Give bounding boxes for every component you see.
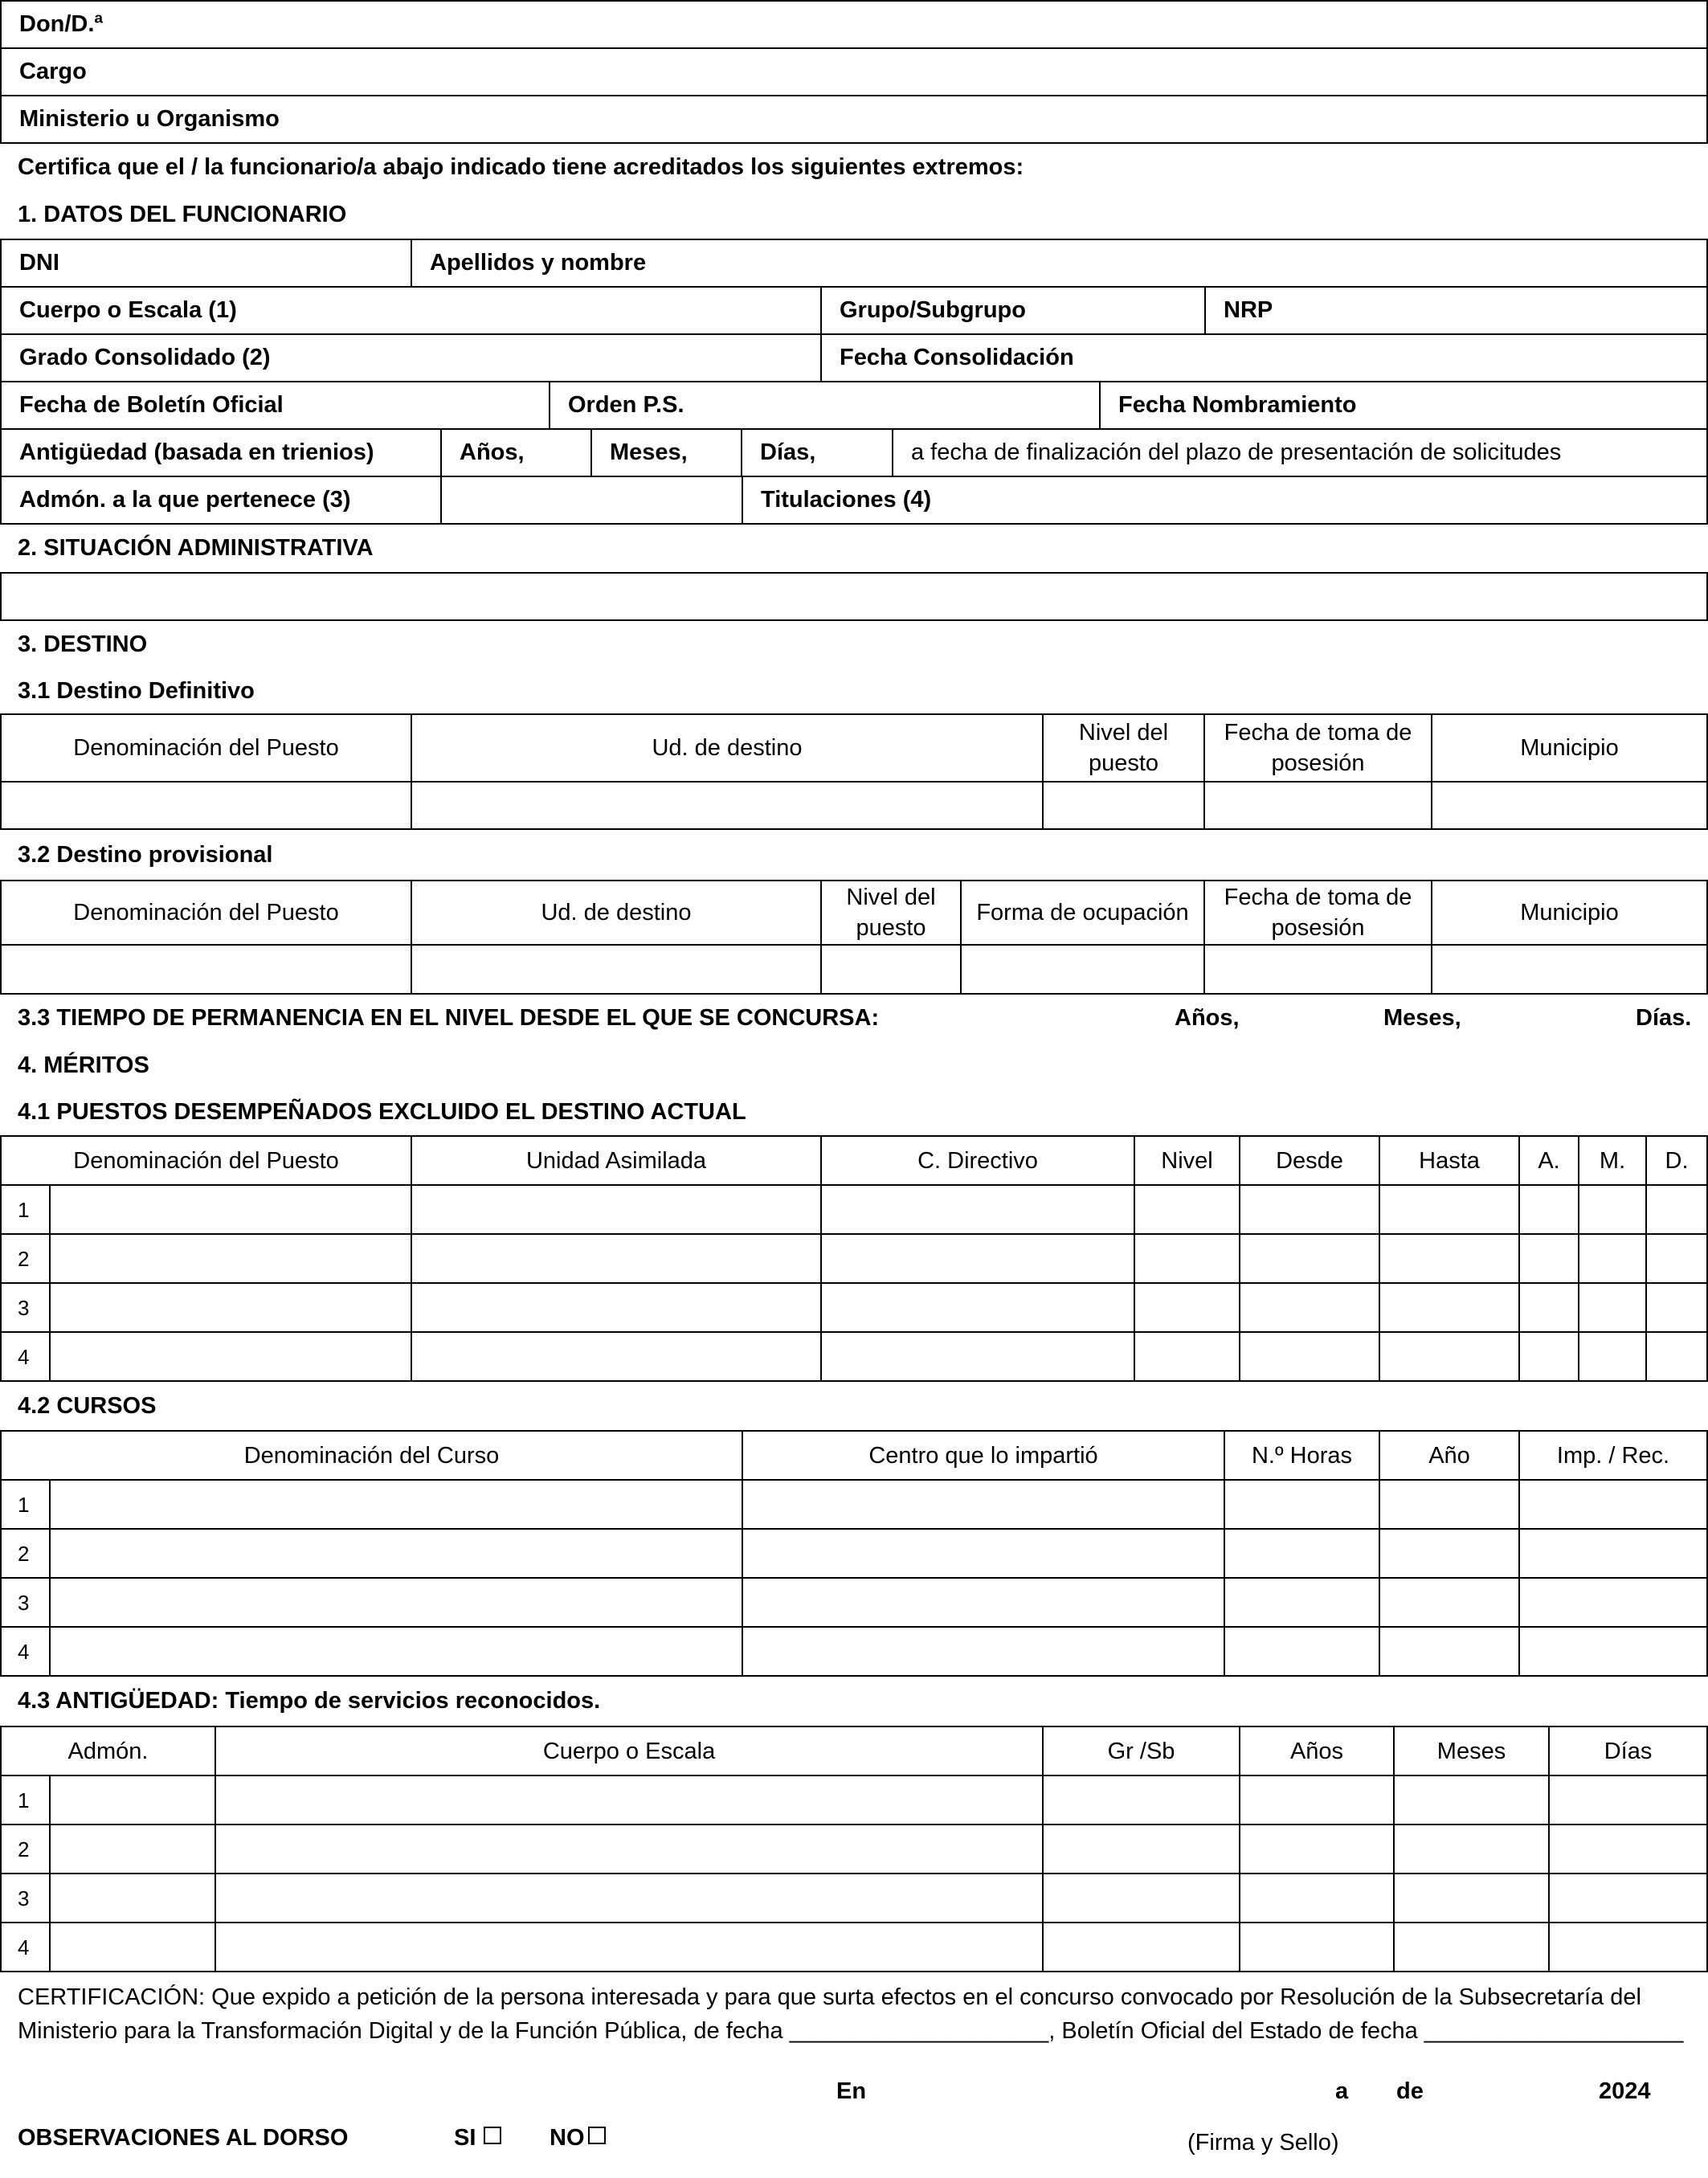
table-row: [1, 1825, 1707, 1874]
no-checkbox[interactable]: [588, 2127, 606, 2144]
datos-table-row3: [0, 333, 1708, 382]
a-fecha-text: a fecha de finalización del plazo de presentación de solicitudes: [893, 429, 1707, 476]
puestos-cell[interactable]: [1519, 1332, 1579, 1381]
puestos-cell[interactable]: [1134, 1234, 1240, 1283]
puestos-cell[interactable]: [1646, 1332, 1707, 1381]
puestos-cell[interactable]: [1134, 1283, 1240, 1332]
section-2-title: 2. SITUACIÓN ADMINISTRATIVA: [18, 535, 374, 561]
row-number: 4: [1, 1923, 50, 1972]
prov-header-denominacion: Denominación del Puesto: [1, 881, 411, 945]
puestos-cell[interactable]: [1240, 1234, 1379, 1283]
antig-cell[interactable]: [50, 1874, 215, 1923]
antig-cell[interactable]: [1549, 1874, 1707, 1923]
puestos-header-unidad: Unidad Asimilada: [411, 1136, 821, 1185]
dni-field[interactable]: DNI: [1, 239, 411, 287]
certificacion-line-1: CERTIFICACIÓN: Que expido a petición de la persona interesada y para que surta efectos en el concurso convocado por Resolución de la Subsecretaría del: [18, 1984, 1641, 2010]
prov-header-forma: Forma de ocupación: [961, 881, 1204, 945]
don-field[interactable]: Don/D.ª: [1, 1, 1707, 48]
cursos-cell[interactable]: [1519, 1578, 1707, 1627]
prov-cell[interactable]: [961, 945, 1204, 994]
cursos-cell[interactable]: [1519, 1529, 1707, 1578]
cursos-header-imp: Imp. / Rec.: [1519, 1431, 1707, 1480]
table-row: [1, 1529, 1707, 1578]
antig-cell[interactable]: [1240, 1825, 1394, 1874]
observaciones-label: OBSERVACIONES AL DORSO: [18, 2125, 349, 2151]
antig-cell[interactable]: [1043, 1923, 1240, 1972]
destino-provisional-table: [0, 880, 1708, 995]
row-number: 4: [1, 1332, 50, 1381]
puestos-cell[interactable]: [1240, 1283, 1379, 1332]
destino-definitivo-title: 3.1 Destino Definitivo: [18, 678, 255, 704]
antig-cell[interactable]: [1549, 1825, 1707, 1874]
apellidos-field[interactable]: Apellidos y nombre: [411, 239, 1707, 287]
puestos-title: 4.1 PUESTOS DESEMPEÑADOS EXCLUIDO EL DESTINO ACTUAL: [18, 1099, 746, 1125]
puestos-cell[interactable]: [411, 1185, 821, 1234]
prov-cell[interactable]: [1204, 945, 1432, 994]
fecha-a-label: a: [1335, 2078, 1349, 2104]
prov-cell[interactable]: [411, 945, 821, 994]
antig-cell[interactable]: [215, 1775, 1043, 1825]
table-row: [1, 1923, 1707, 1972]
puestos-cell[interactable]: [1240, 1332, 1379, 1381]
puestos-header-nivel: Nivel: [1134, 1136, 1240, 1185]
row-number: 2: [1, 1234, 50, 1283]
footer: [0, 2048, 1708, 2176]
prov-header-fecha: Fecha de toma de posesión: [1204, 881, 1432, 945]
antig-header-dias: Días: [1549, 1726, 1707, 1775]
row-number: 1: [1, 1775, 50, 1825]
puestos-header-denominacion: Denominación del Puesto: [1, 1136, 411, 1185]
cursos-header-horas: N.º Horas: [1224, 1431, 1379, 1480]
puestos-cell[interactable]: [1579, 1332, 1646, 1381]
antig-cell[interactable]: [1043, 1825, 1240, 1874]
antig-cell[interactable]: [1549, 1923, 1707, 1972]
def-header-nivel: Nivel del puesto: [1043, 714, 1204, 782]
antig-cell[interactable]: [1394, 1775, 1549, 1825]
def-cell[interactable]: [1043, 782, 1204, 829]
antig-cell[interactable]: [1394, 1923, 1549, 1972]
datos-table-row1: [0, 239, 1708, 288]
cursos-header-centro: Centro que lo impartió: [742, 1431, 1224, 1480]
puestos-cell[interactable]: [821, 1332, 1134, 1381]
antig-cell[interactable]: [1394, 1874, 1549, 1923]
def-header-fecha: Fecha de toma de posesión: [1204, 714, 1432, 782]
def-cell[interactable]: [411, 782, 1043, 829]
prov-cell[interactable]: [821, 945, 961, 994]
puestos-header-desde: Desde: [1240, 1136, 1379, 1185]
cursos-cell[interactable]: [742, 1529, 1224, 1578]
puestos-cell[interactable]: [50, 1283, 411, 1332]
datos-table-row4: [0, 381, 1708, 430]
row-number: 3: [1, 1874, 50, 1923]
puestos-cell[interactable]: [1646, 1185, 1707, 1234]
puestos-cell[interactable]: [1134, 1185, 1240, 1234]
lugar-en-label: En: [836, 2078, 867, 2104]
antiguedad-label: Antigüedad (basada en trienios): [1, 429, 441, 476]
antig-header-grupo: Gr /Sb: [1043, 1726, 1240, 1775]
cursos-cell[interactable]: [1224, 1578, 1379, 1627]
puestos-cell[interactable]: [1134, 1332, 1240, 1381]
prov-header-unidad: Ud. de destino: [411, 881, 821, 945]
puestos-header-directivo: C. Directivo: [821, 1136, 1134, 1185]
puestos-cell[interactable]: [1379, 1283, 1519, 1332]
table-row: [1, 1775, 1707, 1825]
certifica-text: Certifica que el / la funcionario/a abajo indicado tiene acreditados los siguientes extremos:: [18, 154, 1024, 180]
puestos-cell[interactable]: [1519, 1283, 1579, 1332]
cursos-cell[interactable]: [1224, 1480, 1379, 1529]
cursos-cell[interactable]: [1379, 1529, 1519, 1578]
destino-provisional-title: 3.2 Destino provisional: [18, 842, 273, 868]
cursos-cell[interactable]: [50, 1480, 742, 1529]
cursos-cell[interactable]: [50, 1529, 742, 1578]
cursos-table: [0, 1430, 1708, 1677]
antig-cell[interactable]: [1240, 1775, 1394, 1825]
datos-table-row2: [0, 286, 1708, 335]
cursos-cell[interactable]: [742, 1578, 1224, 1627]
table-row: [1, 1480, 1707, 1529]
cursos-cell[interactable]: [50, 1578, 742, 1627]
cursos-cell[interactable]: [1379, 1578, 1519, 1627]
cursos-header-ano: Año: [1379, 1431, 1519, 1480]
antig-header-cuerpo: Cuerpo o Escala: [215, 1726, 1043, 1775]
situacion-table: [0, 572, 1708, 621]
puestos-cell[interactable]: [1519, 1185, 1579, 1234]
cursos-cell[interactable]: [742, 1480, 1224, 1529]
cursos-cell[interactable]: [1379, 1627, 1519, 1676]
antig-cell[interactable]: [1240, 1874, 1394, 1923]
section-3-title: 3. DESTINO: [18, 631, 148, 657]
puestos-cell[interactable]: [1379, 1185, 1519, 1234]
tiempo-dias[interactable]: Días.: [1636, 1005, 1692, 1031]
row-number: 2: [1, 1825, 50, 1874]
puestos-header-dias: D.: [1646, 1136, 1707, 1185]
antig-cell[interactable]: [50, 1775, 215, 1825]
header-table: [0, 0, 1708, 144]
cursos-cell[interactable]: [1379, 1480, 1519, 1529]
prov-cell[interactable]: [1432, 945, 1707, 994]
no-option[interactable]: [550, 2125, 606, 2151]
row-number: 1: [1, 1185, 50, 1234]
antig-cell[interactable]: [1394, 1825, 1549, 1874]
puestos-cell[interactable]: [1646, 1283, 1707, 1332]
puestos-cell[interactable]: [1240, 1185, 1379, 1234]
def-header-denominacion: Denominación del Puesto: [1, 714, 411, 782]
puestos-cell[interactable]: [1379, 1332, 1519, 1381]
certificacion-line-2: Ministerio para la Transformación Digital y de la Función Pública, de fecha ____________________, Boletín Oficial del Estado de fecha ____________________: [18, 2018, 1684, 2044]
dias-field[interactable]: Días,: [742, 429, 893, 476]
table-row: [1, 1283, 1707, 1332]
admon-label: Admón. a la que pertenece (3): [1, 476, 441, 524]
row-number: 3: [1, 1578, 50, 1627]
fecha-nombramiento-field[interactable]: Fecha Nombramiento: [1100, 382, 1707, 429]
def-cell[interactable]: [1204, 782, 1432, 829]
antig-header-meses: Meses: [1394, 1726, 1549, 1775]
puestos-cell[interactable]: [1646, 1234, 1707, 1283]
def-header-unidad: Ud. de destino: [411, 714, 1043, 782]
tiempo-permanencia-title: 3.3 TIEMPO DE PERMANENCIA EN EL NIVEL DESDE EL QUE SE CONCURSA:: [18, 1005, 880, 1031]
cursos-cell[interactable]: [1519, 1480, 1707, 1529]
cuerpo-field[interactable]: Cuerpo o Escala (1): [1, 287, 821, 334]
puestos-header-meses: M.: [1579, 1136, 1646, 1185]
fecha-boletin-field[interactable]: Fecha de Boletín Oficial: [1, 382, 550, 429]
table-row: [1, 1874, 1707, 1923]
cursos-cell[interactable]: [1519, 1627, 1707, 1676]
tiempo-anos[interactable]: Años,: [1175, 1005, 1240, 1031]
fecha-de-label: de: [1396, 2078, 1424, 2104]
tiempo-permanencia-row: [0, 995, 1708, 1042]
puestos-cell[interactable]: [821, 1185, 1134, 1234]
cursos-cell[interactable]: [1224, 1529, 1379, 1578]
row-number: 1: [1, 1480, 50, 1529]
antiguedad-table: [0, 1726, 1708, 1972]
puestos-cell[interactable]: [1519, 1234, 1579, 1283]
def-header-municipio: Municipio: [1432, 714, 1707, 782]
prov-cell[interactable]: [1, 945, 411, 994]
cursos-header-denominacion: Denominación del Curso: [1, 1431, 742, 1480]
table-row: [1, 1234, 1707, 1283]
antig-cell[interactable]: [215, 1825, 1043, 1874]
puestos-cell[interactable]: [50, 1234, 411, 1283]
antig-header-anos: Años: [1240, 1726, 1394, 1775]
puestos-cell[interactable]: [1579, 1283, 1646, 1332]
antig-cell[interactable]: [1043, 1775, 1240, 1825]
antig-cell[interactable]: [1549, 1775, 1707, 1825]
puestos-cell[interactable]: [411, 1332, 821, 1381]
puestos-cell[interactable]: [411, 1234, 821, 1283]
antig-cell[interactable]: [50, 1923, 215, 1972]
puestos-header-anos: A.: [1519, 1136, 1579, 1185]
puestos-cell[interactable]: [1579, 1185, 1646, 1234]
row-number: 3: [1, 1283, 50, 1332]
grado-field[interactable]: Grado Consolidado (2): [1, 334, 821, 382]
table-row: [1, 1627, 1707, 1676]
prov-header-municipio: Municipio: [1432, 881, 1707, 945]
table-row: [1, 1578, 1707, 1627]
cursos-cell[interactable]: [1224, 1627, 1379, 1676]
def-cell[interactable]: [1, 782, 411, 829]
meses-field[interactable]: Meses,: [591, 429, 742, 476]
antig-cell[interactable]: [50, 1825, 215, 1874]
si-option[interactable]: [454, 2125, 501, 2151]
cursos-title: 4.2 CURSOS: [18, 1393, 157, 1419]
titulaciones-field[interactable]: Titulaciones (4): [742, 476, 1707, 524]
section-1-title: 1. DATOS DEL FUNCIONARIO: [18, 202, 347, 227]
certificacion-text: [0, 1972, 1708, 2048]
table-row: [1, 1185, 1707, 1234]
table-row: [1, 1332, 1707, 1381]
antig-cell[interactable]: [1240, 1923, 1394, 1972]
tiempo-meses[interactable]: Meses,: [1383, 1005, 1461, 1031]
puestos-table: [0, 1135, 1708, 1382]
puestos-cell[interactable]: [821, 1283, 1134, 1332]
destino-definitivo-table: [0, 713, 1708, 830]
puestos-cell[interactable]: [411, 1283, 821, 1332]
section-4-title: 4. MÉRITOS: [18, 1052, 149, 1078]
antig-cell[interactable]: [215, 1874, 1043, 1923]
si-label: SI: [454, 2125, 476, 2151]
no-label: NO: [550, 2125, 585, 2151]
datos-table-row5: [0, 428, 1708, 477]
puestos-cell[interactable]: [50, 1185, 411, 1234]
prov-header-nivel: Nivel del puesto: [821, 881, 961, 945]
fecha-consolidacion-field[interactable]: Fecha Consolidación: [821, 334, 1707, 382]
puestos-cell[interactable]: [821, 1234, 1134, 1283]
situacion-field[interactable]: [1, 573, 1707, 620]
puestos-cell[interactable]: [50, 1332, 411, 1381]
row-number: 4: [1, 1627, 50, 1676]
ministerio-field[interactable]: Ministerio u Organismo: [1, 96, 1707, 143]
admon-field[interactable]: [441, 476, 742, 524]
cargo-field[interactable]: Cargo: [1, 48, 1707, 96]
antig-cell[interactable]: [215, 1923, 1043, 1972]
antig-cell[interactable]: [1043, 1874, 1240, 1923]
si-checkbox[interactable]: [484, 2127, 501, 2144]
def-cell[interactable]: [1432, 782, 1707, 829]
grupo-field[interactable]: Grupo/Subgrupo: [821, 287, 1205, 334]
firma-label: (Firma y Sello): [1187, 2130, 1339, 2156]
antig-header-admon: Admón.: [1, 1726, 215, 1775]
puestos-cell[interactable]: [1379, 1234, 1519, 1283]
year-text: 2024: [1599, 2078, 1651, 2104]
cursos-cell[interactable]: [50, 1627, 742, 1676]
orden-field[interactable]: Orden P.S.: [550, 382, 1100, 429]
antiguedad-title: 4.3 ANTIGÜEDAD: Tiempo de servicios reconocidos.: [18, 1688, 601, 1714]
puestos-cell[interactable]: [1579, 1234, 1646, 1283]
anos-field[interactable]: Años,: [441, 429, 591, 476]
puestos-header-hasta: Hasta: [1379, 1136, 1519, 1185]
nrp-field[interactable]: NRP: [1205, 287, 1707, 334]
cursos-cell[interactable]: [742, 1627, 1224, 1676]
row-number: 2: [1, 1529, 50, 1578]
datos-table-row6: [0, 476, 1708, 525]
